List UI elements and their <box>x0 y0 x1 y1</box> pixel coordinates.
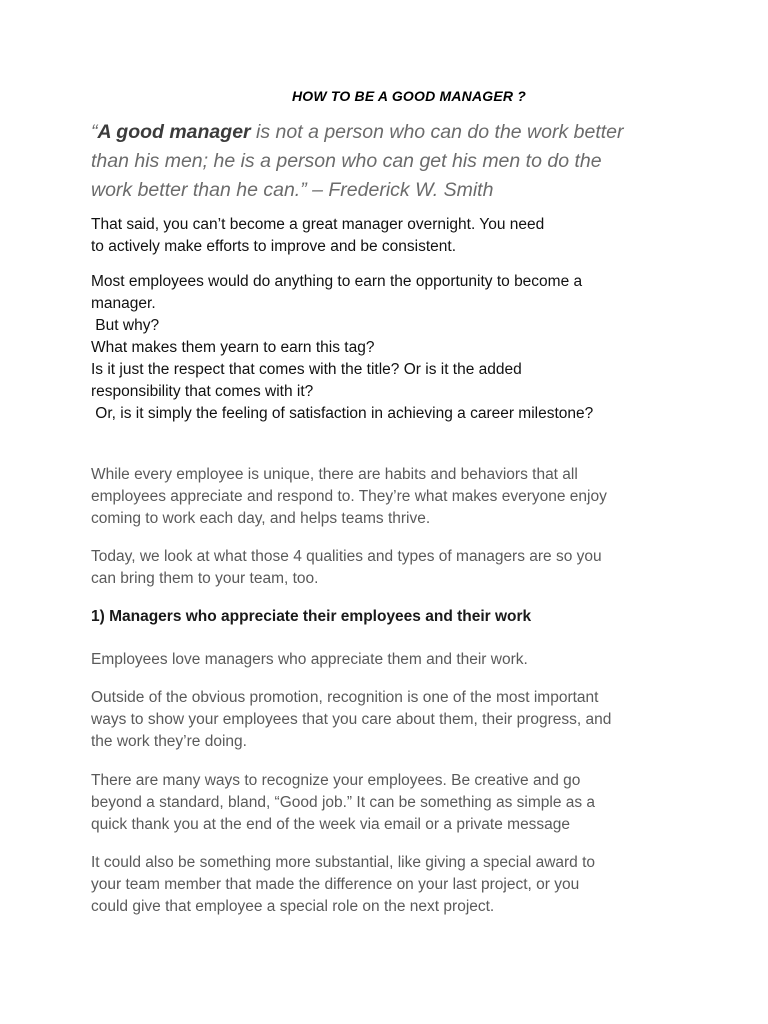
paragraph-line: the work they’re doing. <box>91 733 247 750</box>
questions-paragraph <box>91 271 691 425</box>
paragraph-line: to actively make efforts to improve and be consistent. <box>91 238 457 255</box>
paragraph-line: coming to work each day, and helps teams thrive. <box>91 510 431 527</box>
paragraph-line: While every employee is unique, there are habits and behaviors that all <box>91 466 578 483</box>
recognition-paragraph <box>91 687 691 753</box>
paragraph-line: Most employees would do anything to earn the opportunity to become a <box>91 273 583 290</box>
paragraph-line: responsibility that comes with it? <box>91 383 314 400</box>
substantial-paragraph <box>91 852 691 918</box>
quote-open-mark: “ <box>91 121 98 143</box>
quote-line-3: work better than he can.” – Frederick W. Smith <box>91 179 494 201</box>
paragraph-line: can bring them to your team, too. <box>91 570 319 587</box>
paragraph-line: That said, you can’t become a great manager overnight. You need <box>91 216 545 233</box>
quote-line-1 <box>91 118 691 147</box>
paragraph-line: Today, we look at what those 4 qualities and types of managers are so you <box>91 548 602 565</box>
paragraph-line: ways to show your employees that you care about them, their progress, and <box>91 711 612 728</box>
paragraph-line: your team member that made the difference on your last project, or you <box>91 876 580 893</box>
quote-line-1-rest: is not a person who can do the work better <box>250 121 624 143</box>
paragraph-line: It could also be something more substantial, like giving a special award to <box>91 854 596 871</box>
paragraph-line: Is it just the respect that comes with the title? Or is it the added <box>91 361 522 378</box>
paragraph-line: quick thank you at the end of the week via email or a private message <box>91 816 571 833</box>
section-heading-1: 1) Managers who appreciate their employees and their work <box>91 608 532 625</box>
appreciate-paragraph <box>91 649 691 671</box>
paragraph-line: Outside of the obvious promotion, recognition is one of the most important <box>91 689 599 706</box>
paragraph-line: What makes them yearn to earn this tag? <box>91 339 375 356</box>
opening-quote <box>91 118 691 205</box>
ways-paragraph <box>91 770 691 836</box>
intro-paragraph <box>91 214 691 258</box>
paragraph-line: employees appreciate and respond to. They’re what makes everyone enjoy <box>91 488 607 505</box>
today-paragraph <box>91 546 691 590</box>
paragraph-line: could give that employee a special role on the next project. <box>91 898 495 915</box>
habits-paragraph <box>91 464 691 530</box>
paragraph-line: There are many ways to recognize your employees. Be creative and go <box>91 772 581 789</box>
paragraph-line: Or, is it simply the feeling of satisfaction in achieving a career milestone? <box>91 405 594 422</box>
paragraph-line: manager. <box>91 295 156 312</box>
paragraph-line: Employees love managers who appreciate them and their work. <box>91 651 528 668</box>
quote-line-2: than his men; he is a person who can get his men to do the <box>91 150 602 172</box>
document-title: HOW TO BE A GOOD MANAGER ? <box>291 88 527 104</box>
paragraph-line: beyond a standard, bland, “Good job.” It can be something as simple as a <box>91 794 596 811</box>
quote-emphasis: A good manager <box>97 121 251 143</box>
paragraph-line: But why? <box>91 317 160 334</box>
